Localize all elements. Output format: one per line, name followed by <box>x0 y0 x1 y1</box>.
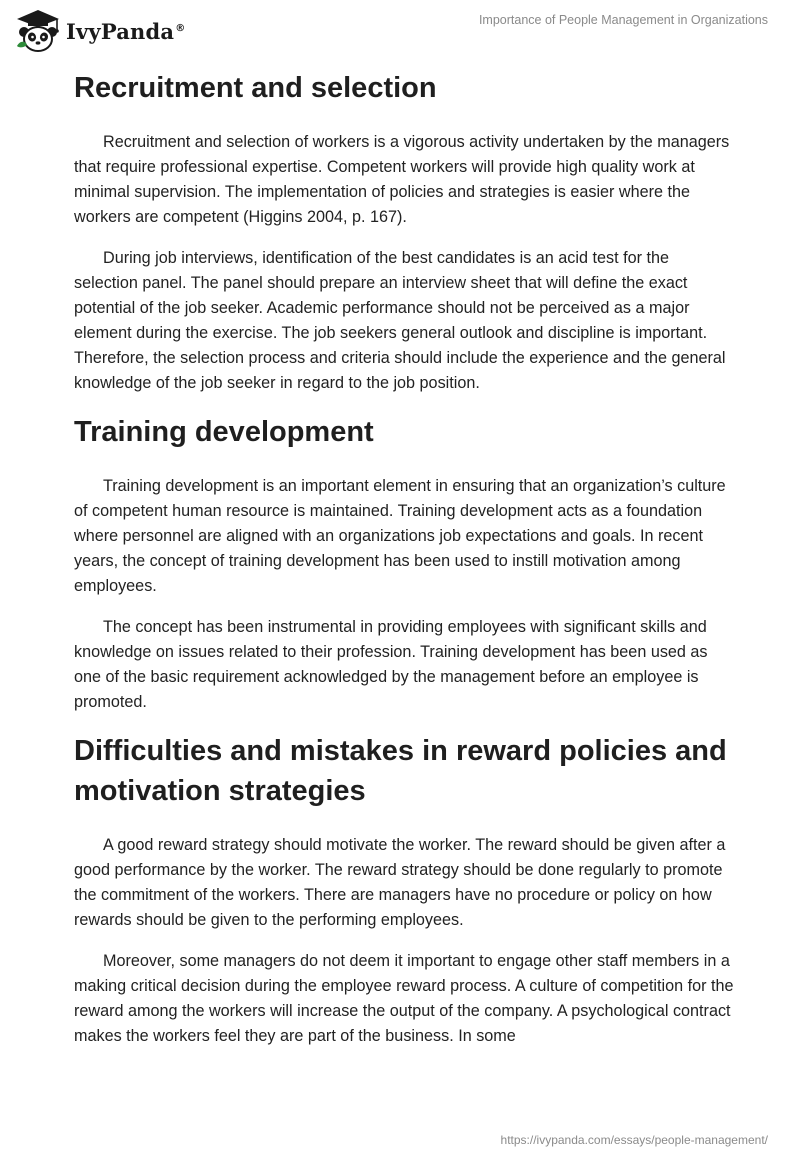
paragraph: Training development is an important element in ensuring that an organization’s culture of competent human resource is maintained. Training development acts as a foundation where personnel are aligned with an organizations job expectations and goals. In recent years, the concept of training development has been used to instill motivation among employees. <box>74 477 726 595</box>
essay-content <box>74 68 734 1065</box>
panda-graduate-icon <box>14 8 62 54</box>
section-heading: Difficulties and mistakes in reward policies and motivation strategies <box>74 735 727 807</box>
registered-mark: ® <box>175 22 186 34</box>
section-recruitment <box>74 68 734 396</box>
paragraph: Recruitment and selection of workers is a vigorous activity undertaken by the managers that require professional expertise. Competent workers will provide high quality work at minimal supervision. The implementation of policies and strategies is easier where the workers are competent (Higgins 2004, p. 167). <box>74 133 730 226</box>
section-heading: Training development <box>74 416 374 448</box>
page-header <box>0 0 800 60</box>
document-title: Importance of People Management in Organizations <box>478 13 768 27</box>
paragraph: The concept has been instrumental in providing employees with significant skills and knowledge on issues related to their profession. Training development has been used as one of the basic requirement acknowledged by the management before an employee is promoted. <box>74 618 708 711</box>
paragraph: Moreover, some managers do not deem it important to engage other staff members in a making critical decision during the employee reward process. A culture of competition for the reward among the workers will increase the output of the company. A psychological contract makes the workers feel they are part of the business. In some <box>74 952 734 1045</box>
section-training <box>74 412 734 715</box>
section-reward-policies <box>74 731 734 1049</box>
section-heading: Recruitment and selection <box>74 72 437 104</box>
paragraph: During job interviews, identification of the best candidates is an acid test for the selection panel. The panel should prepare an interview sheet that will define the exact potential of the job seeker. Academic performance should not be perceived as a major element during the exercise. The job seekers general outlook and discipline is important. Therefore, the selection process and criteria should include the experience and the general knowledge of the job seeker in regard to the job position. <box>74 249 726 392</box>
paragraph: A good reward strategy should motivate the worker. The reward should be given after a good performance by the worker. The reward strategy should be done regularly to promote the commitment of the workers. There are managers have no procedure or policy on how rewards should be given to the performing employees. <box>74 836 726 929</box>
brand-name: IvyPanda® <box>66 18 186 44</box>
ivypanda-logo[interactable] <box>14 8 185 54</box>
source-url[interactable]: https://ivypanda.com/essays/people-management/ <box>500 1133 768 1147</box>
